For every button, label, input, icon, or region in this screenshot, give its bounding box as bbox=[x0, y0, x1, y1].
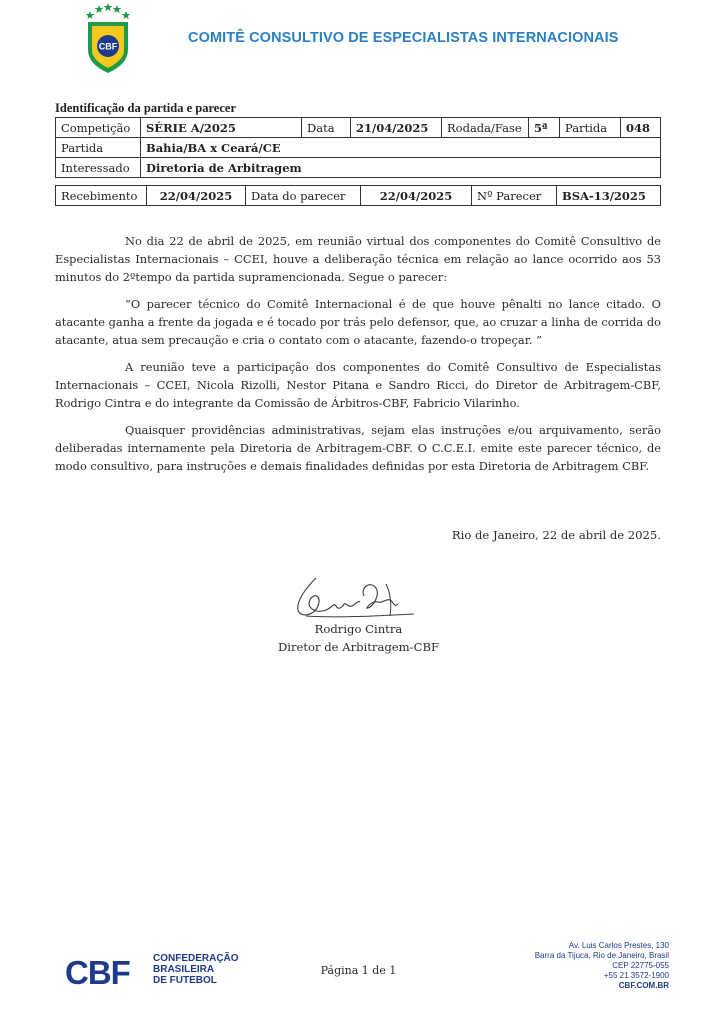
address-line: Av. Luis Carlos Prestes, 130 bbox=[568, 941, 669, 950]
footer-address bbox=[535, 941, 669, 991]
match-label: Partida bbox=[56, 138, 141, 158]
competicao-value: SÉRIE A/2025 bbox=[141, 118, 302, 138]
data-value: 21/04/2025 bbox=[351, 118, 442, 138]
logo-text: CBF bbox=[98, 41, 118, 52]
signer-name-text: Rodrigo Cintra bbox=[314, 622, 403, 636]
footer-cbf-logo: CBF bbox=[65, 954, 130, 991]
parecer-value: BSA-13/2025 bbox=[557, 186, 661, 206]
rodada-label: Rodada/Fase bbox=[442, 118, 529, 138]
address-line: CEP 22775-055 bbox=[612, 961, 669, 970]
parecer-label: Nº Parecer bbox=[472, 186, 557, 206]
page-number: Página 1 de 1 bbox=[320, 964, 397, 977]
org-line: DE FUTEBOL bbox=[153, 975, 217, 986]
address-line: Barra da Tijuca, Rio de Janeiro, Brasil bbox=[534, 951, 669, 960]
cbf-crest-logo bbox=[82, 2, 134, 74]
interessado-value: Diretoria de Arbitragem bbox=[141, 158, 661, 178]
table-row bbox=[56, 138, 661, 158]
table-row bbox=[56, 186, 661, 206]
data-parecer-value: 22/04/2025 bbox=[361, 186, 472, 206]
data-label: Data bbox=[302, 118, 351, 138]
recebimento-value: 22/04/2025 bbox=[147, 186, 246, 206]
signer-name bbox=[0, 622, 717, 636]
section-title: Identificação da partida e parecer bbox=[55, 101, 236, 115]
body-text bbox=[55, 232, 661, 484]
signer-role: Diretor de Arbitragem-CBF bbox=[277, 640, 440, 654]
org-line: CONFEDERAÇÃO bbox=[153, 953, 239, 964]
interessado-label: Interessado bbox=[56, 158, 141, 178]
recebimento-label: Recebimento bbox=[56, 186, 147, 206]
place-date: Rio de Janeiro, 22 de abril de 2025. bbox=[451, 528, 661, 542]
paragraph-verdict: “O parecer técnico do Comitê Internacional é de que houve pênalti no lance citado. O atacante ganha a frente da jogada e é tocado por trás pelo defensor, que, ao cruzar a linha de corrida do atacante, atua sem precaução e cria o contato com o atacante, fazendo-o tropeçar. ” bbox=[55, 297, 661, 347]
website-link[interactable]: CBF.COM.BR bbox=[618, 981, 669, 990]
page-header bbox=[0, 0, 717, 80]
paragraph-intro: No dia 22 de abril de 2025, em reunião virtual dos componentes do Comitê Consultivo de Especialistas Internacionais – CCEI, houve a deliberação técnica em relação ao lance ocorrido aos 53 minutos do 2ºtempo da partida supramencionada. Segue o parecer: bbox=[55, 234, 661, 284]
address-line: +55 21 3572-1900 bbox=[603, 971, 669, 980]
org-line: BRASILEIRA bbox=[153, 964, 215, 975]
data-parecer-label: Data do parecer bbox=[246, 186, 361, 206]
rodada-value: 5ª bbox=[529, 118, 560, 138]
paragraph-provisions: Quaisquer providências administrativas, sejam elas instruções e/ou arquivamento, serão deliberadas internamente pela Diretoria de Arbitragem-CBF. O C.C.E.I. emite este parecer técnico, de modo consultivo, para instruções e demais finalidades definidas por esta Diretoria de Arbitragem CBF. bbox=[55, 423, 661, 473]
handwritten-signature bbox=[286, 566, 416, 628]
match-value: Bahia/BA x Ceará/CE bbox=[141, 138, 661, 158]
partida-label: Partida bbox=[560, 118, 621, 138]
page-title: COMITÊ CONSULTIVO DE ESPECIALISTAS INTERNACIONAIS bbox=[188, 30, 619, 46]
reception-info-table bbox=[55, 185, 661, 206]
table-row bbox=[56, 158, 661, 178]
table-row bbox=[56, 118, 661, 138]
match-info-table bbox=[55, 117, 661, 178]
competicao-label: Competição bbox=[56, 118, 141, 138]
paragraph-participants: A reunião teve a participação dos componentes do Comitê Consultivo de Especialistas Internacionais – CCEI, Nicola Rizolli, Nestor Pitana e Sandro Ricci, do Diretor de Arbitragem-CBF, Rodrigo Cintra e do integrante da Comissão de Árbitros-CBF, Fabricio Vilarinho. bbox=[55, 360, 661, 410]
partida-value: 048 bbox=[621, 118, 661, 138]
